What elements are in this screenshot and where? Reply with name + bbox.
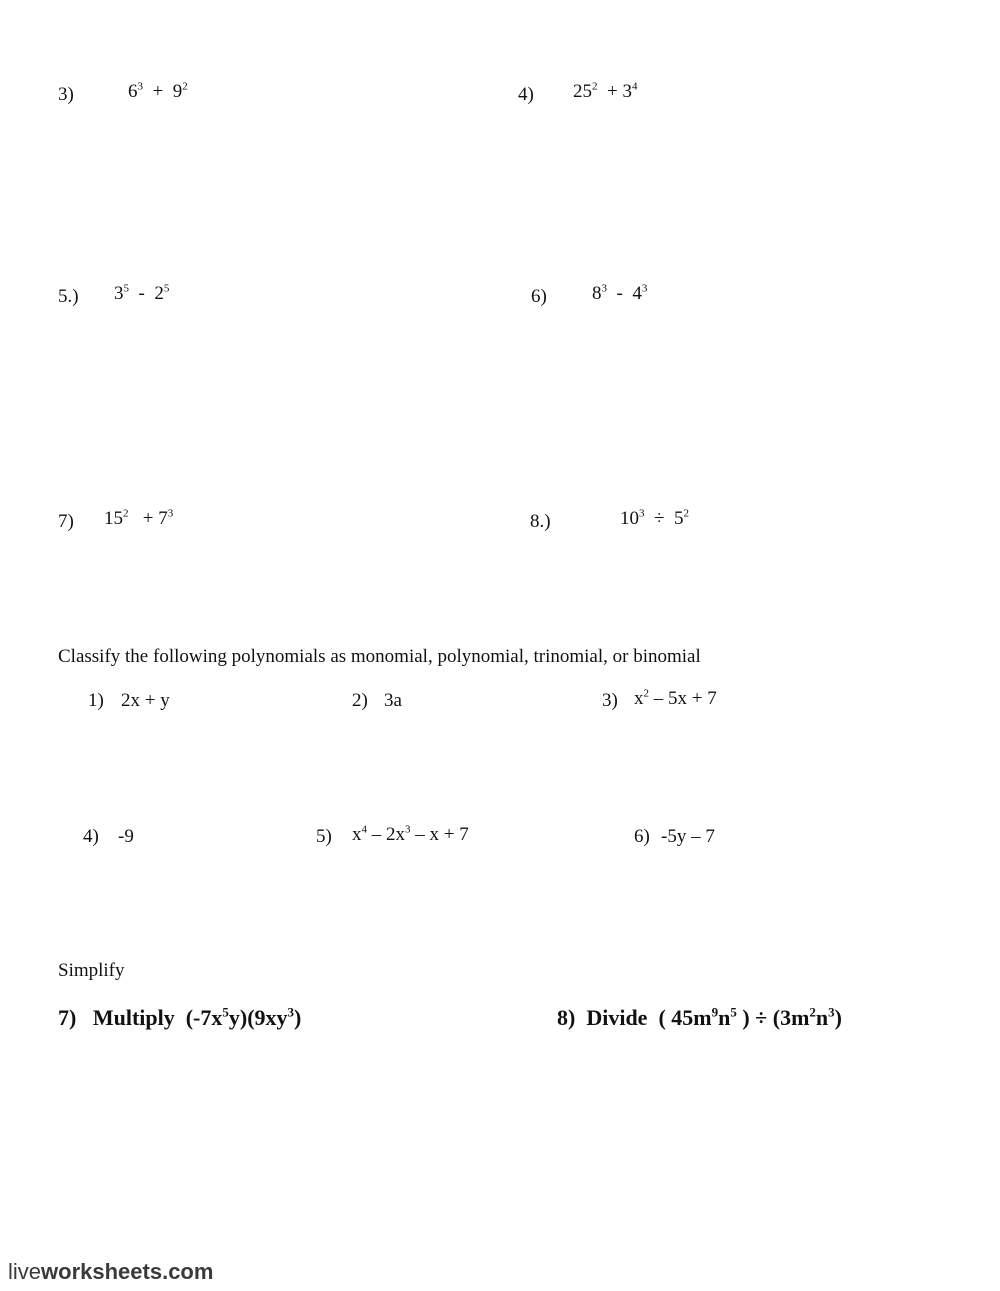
- simplify-7-problem: 7) Multiply $(-7x^5y)(9xy^3)$: [58, 1004, 302, 1030]
- liveworksheets-logo: liveworksheets.com: [8, 1259, 214, 1284]
- classify-4-number: 4): [83, 826, 99, 847]
- classify-3-number: 3): [602, 690, 618, 711]
- problem-3-number: 3): [58, 84, 74, 105]
- problem-8-expression: $10^3 \div 5^2$: [620, 507, 689, 529]
- classify-6-expression: -5y – 7: [661, 826, 715, 847]
- problem-5-number: 5.): [58, 286, 79, 307]
- classify-5-number: 5): [316, 826, 332, 847]
- classify-3-expression: $x^2 - 5x + 7$: [634, 687, 717, 709]
- problem-5-expression: $3^5 - 2^5$: [114, 282, 170, 304]
- classify-4-expression: -9: [118, 826, 134, 847]
- problem-7-number: 7): [58, 511, 74, 532]
- problem-6-number: 6): [531, 286, 547, 307]
- problem-4-number: 4): [518, 84, 534, 105]
- problem-3-expression: $6^3 + 9^2$: [128, 80, 188, 102]
- classify-2-expression: 3a: [384, 690, 402, 711]
- problem-8-number: 8.): [530, 511, 551, 532]
- classify-5-expression: $x^4 - 2x^3 - x + 7$: [352, 823, 469, 845]
- classify-2-number: 2): [352, 690, 368, 711]
- simplify-heading: Simplify: [58, 960, 125, 981]
- problem-6-expression: $8^3 - 4^3$: [592, 282, 648, 304]
- simplify-8-problem: 8) Divide ( $45m^9n^5$ ) ÷ $(3m^2n^3)$: [557, 1004, 842, 1030]
- classify-1-expression: 2x + y: [121, 690, 170, 711]
- problem-7-expression: $15^2$ + $7^3$: [104, 507, 174, 529]
- classify-6-number: 6): [634, 826, 650, 847]
- classify-1-number: 1): [88, 690, 104, 711]
- problem-4-expression: $25^2 + 3^4$: [573, 80, 638, 102]
- classify-instruction: Classify the following polynomials as monomial, polynomial, trinomial, or binomial: [58, 646, 701, 667]
